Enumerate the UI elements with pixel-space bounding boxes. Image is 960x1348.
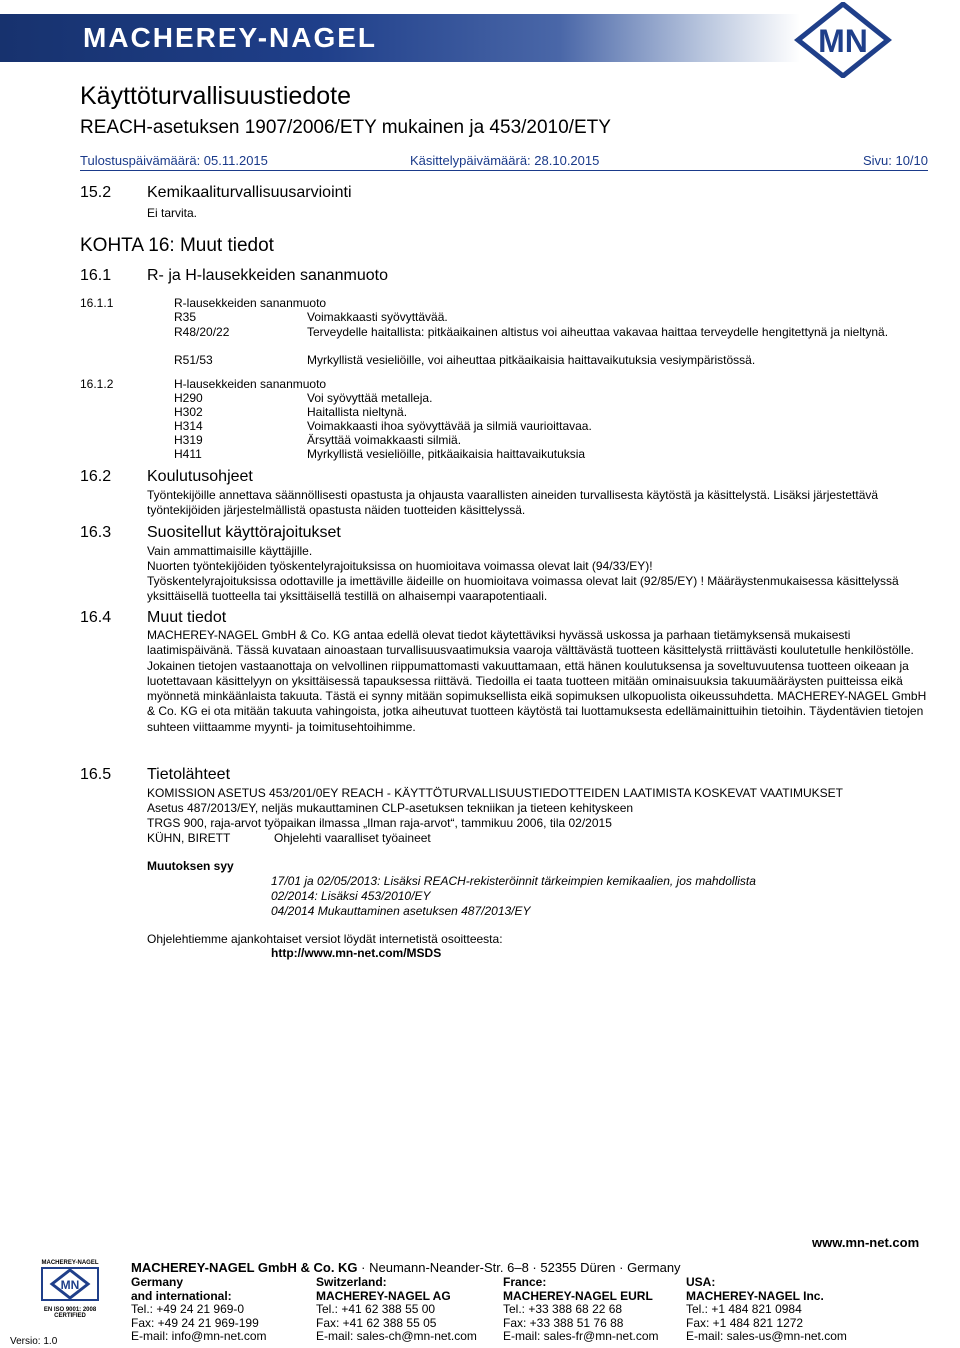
section-title: Suositellut käyttörajoitukset bbox=[147, 524, 341, 541]
cert-status: CERTIFIED bbox=[54, 1313, 86, 1319]
contact-subheading: MACHEREY-NAGEL Inc. bbox=[686, 1288, 824, 1303]
mn-logo-icon bbox=[784, 2, 902, 78]
h-code: H411 bbox=[174, 447, 202, 461]
certification-badge bbox=[40, 1260, 100, 1330]
version-label: Versio: 1.0 bbox=[10, 1336, 58, 1347]
contact-subheading: MACHEREY-NAGEL EURL bbox=[503, 1288, 653, 1303]
r-code: R48/20/22 bbox=[174, 325, 230, 339]
msds-link[interactable]: http://www.mn-net.com/MSDS bbox=[271, 946, 442, 960]
h-text: Haitallista nieltynä. bbox=[307, 405, 408, 419]
contact-subheading: MACHEREY-NAGEL AG bbox=[316, 1288, 451, 1303]
cert-logo-text: MN bbox=[60, 1278, 80, 1292]
online-text: Ohjelehtiemme ajankohtaiset versiot löydät internetistä osoitteesta: bbox=[147, 932, 503, 946]
chapter-title: KOHTA 16: Muut tiedot bbox=[80, 235, 274, 256]
change-item: 17/01 ja 02/05/2013: Lisäksi REACH-rekisteröinnit tärkeimpien kemikaalien, jos mahdollista bbox=[271, 874, 756, 888]
section-title: R- ja H-lausekkeiden sananmuoto bbox=[147, 267, 389, 284]
contact-heading: Germany bbox=[131, 1275, 184, 1289]
section-line: Vain ammattimaisille käyttäjille. bbox=[147, 544, 313, 558]
section-title: Kemikaaliturvallisuusarviointi bbox=[147, 184, 352, 201]
contact-tel: Tel.: +33 388 68 22 68 bbox=[503, 1302, 623, 1316]
source-line: TRGS 900, raja-arvot työpaikan ilmassa „Ilman raja-arvot“, tammikuu 2006, tila 02/2015 bbox=[147, 816, 612, 830]
section-text: Työntekijöille annettava säännöllisesti opastusta ja ohjausta vaarallisten aineiden turvallisesta käytöstä ja käsittelystä. Lisäksi järjestettävä työntekijöiden järjestelmällistä opastusta näiden tuotteiden käsittelyssä. bbox=[147, 488, 879, 517]
section-number: 15.2 bbox=[80, 184, 112, 201]
footer-address-line bbox=[131, 1260, 681, 1275]
subsection-number: 16.1.1 bbox=[80, 296, 114, 310]
logo-text: MN bbox=[818, 23, 868, 59]
header-divider bbox=[80, 170, 928, 171]
section-title: Koulutusohjeet bbox=[147, 468, 253, 485]
source-line: Asetus 487/2013/EY, neljäs mukauttaminen CLP-asetuksen tekniikan ja tieteen kehityskeen bbox=[147, 801, 634, 815]
footer-contact-switzerland bbox=[316, 1276, 501, 1344]
r-code: R35 bbox=[174, 310, 197, 324]
section-number: 16.4 bbox=[80, 609, 112, 626]
h-code: H314 bbox=[174, 419, 203, 433]
source-author: KÜHN, BIRETT bbox=[147, 831, 231, 845]
footer-contact-france bbox=[503, 1276, 683, 1344]
changes-label: Muutoksen syy bbox=[147, 859, 234, 873]
contact-fax: Fax: +49 24 21 969-199 bbox=[131, 1315, 259, 1330]
page-subtitle: REACH-asetuksen 1907/2006/ETY mukainen ja 453/2010/ETY bbox=[80, 117, 611, 138]
section-title: Tietolähteet bbox=[147, 766, 231, 783]
page-number: Sivu: 10/10 bbox=[862, 153, 928, 168]
r-code: R51/53 bbox=[174, 353, 213, 367]
r-text: Terveydelle haitallista: pitkäaikainen altistus voi aiheuttaa vakavaa haittaa terveydelle hengitettynä ja nieltynä. bbox=[307, 325, 889, 339]
r-text: Myrkyllistä vesieliöille, voi aiheuttaa pitkäaikaisia haittavaikutuksia vesiympäristössä. bbox=[307, 353, 756, 367]
section-number: 16.1 bbox=[80, 267, 112, 284]
source-title: Ohjelehti vaaralliset työaineet bbox=[274, 831, 431, 845]
brand-name: MACHEREY-NAGEL bbox=[83, 22, 378, 53]
contact-email[interactable]: E-mail: sales-ch@mn-net.com bbox=[316, 1329, 477, 1343]
h-text: Ärsyttää voimakkaasti silmiä. bbox=[307, 433, 462, 447]
section-title: Muut tiedot bbox=[147, 609, 227, 626]
section-text: MACHEREY-NAGEL GmbH & Co. KG antaa edellä olevat tiedot käytettäviksi hyvässä uskossa ja parhaan tietämyksensä mukaisesti laatimispäivänä. Tässä kuvataan ainoastaan turvallisuusvaatimuksia vaaroja välttävästä tuotteen käsittelystä rriittävästi koulutetulle henkilöstölle. Jokainen tietojen vastaanottaja on velvollinen riippumattomasti vakuuttamaan, että hänen koulutuksensa ja soveltuvuutensa tuotteen oikeaan ja luotettavaan käsittelyyn on yksittäisessä tapauksessa riittävä. Tiedoilla ei taata tuotteen mitään ominaisuuksia takuumääräysten puitteissa eikä myönnetä minkäänlaista takuuta. Tästä ei synny mitään sopimuksellista eikä sopimuksen ulkopuolista oikeussuhdetta. MACHEREY-NAGEL GmbH & Co. KG ei ota mitään takuuta vahingoista, jotka aiheutuvat tuotteen käytöstä tai luottamuksesta edellämainittuihin tietoihin. Täydentävien tietojen suhteen viittaamme myynti- ja toimitusehtoihimme. bbox=[147, 628, 927, 734]
footer-contact-usa bbox=[686, 1276, 866, 1344]
subsection-number: 16.1.2 bbox=[80, 377, 114, 391]
cert-standard: EN ISO 9001: 2008 bbox=[43, 1307, 97, 1313]
footer-company: MACHEREY-NAGEL GmbH & Co. KG bbox=[131, 1260, 358, 1275]
section-text: Ei tarvita. bbox=[147, 206, 198, 220]
contact-tel: Tel.: +1 484 821 0984 bbox=[686, 1302, 802, 1316]
section-number: 16.3 bbox=[80, 524, 112, 541]
footer-address: · Neumann-Neander-Str. 6–8 · 52355 Düren · Germany bbox=[357, 1260, 681, 1275]
footer-contact-germany bbox=[131, 1276, 311, 1344]
contact-heading: France: bbox=[503, 1275, 547, 1289]
mn-cert-icon bbox=[40, 1266, 100, 1302]
section-number: 16.5 bbox=[80, 766, 112, 783]
contact-email[interactable]: E-mail: sales-us@mn-net.com bbox=[686, 1329, 847, 1343]
cert-brand: MACHEREY-NAGEL bbox=[41, 1260, 99, 1266]
section-number: 16.2 bbox=[80, 468, 112, 485]
contact-heading: USA: bbox=[686, 1275, 716, 1289]
contact-tel: Tel.: +49 24 21 969-0 bbox=[131, 1302, 245, 1316]
page-title: Käyttöturvallisuustiedote bbox=[80, 82, 351, 110]
processing-date: Käsittelypäivämäärä: 28.10.2015 bbox=[410, 153, 600, 168]
contact-email[interactable]: E-mail: sales-fr@mn-net.com bbox=[503, 1329, 659, 1343]
contact-tel: Tel.: +41 62 388 55 00 bbox=[316, 1302, 436, 1316]
change-item: 04/2014 Mukauttaminen asetuksen 487/2013/EY bbox=[271, 904, 531, 918]
subsection-title: R-lausekkeiden sananmuoto bbox=[174, 296, 327, 310]
change-item: 02/2014: Lisäksi 453/2010/EY bbox=[271, 889, 431, 903]
contact-heading: Switzerland: bbox=[316, 1275, 387, 1289]
section-line: Työskentelyrajoituksissa odottaville ja imettäville äideille on huomioitava voimassa olevat lait (92/85/EY) ! Määräystenmukaisessa käsittelyssä yksittäisellä tuotteella tai yksittäisellä testillä on alhaisempi vaarapotentiaali. bbox=[147, 574, 899, 603]
subsection-title: H-lausekkeiden sananmuoto bbox=[174, 377, 327, 391]
h-text: Myrkyllistä vesieliöille, pitkäaikaisia haittavaikutuksia bbox=[307, 447, 586, 461]
section-line: Nuorten työntekijöiden työskentelyrajoituksissa on huomioitava voimassa olevat lait (94/33/EY)! bbox=[147, 559, 653, 573]
source-line: KOMISSION ASETUS 453/201/0EY REACH - KÄYTTÖTURVALLISUUSTIEDOTTEIDEN LAATIMISTA KOSKEVAT VAATIMUKSET bbox=[147, 786, 843, 800]
print-date: Tulostuspäivämäärä: 05.11.2015 bbox=[80, 153, 268, 168]
h-code: H302 bbox=[174, 405, 203, 419]
footer-web[interactable]: www.mn-net.com bbox=[812, 1235, 920, 1250]
contact-email[interactable]: E-mail: info@mn-net.com bbox=[131, 1329, 267, 1343]
h-text: Voi syövyttää metalleja. bbox=[307, 391, 433, 405]
h-code: H319 bbox=[174, 433, 203, 447]
contact-fax: Fax: +1 484 821 1272 bbox=[686, 1315, 804, 1330]
contact-fax: Fax: +33 388 51 76 88 bbox=[503, 1315, 624, 1330]
r-text: Voimakkaasti syövyttävää. bbox=[307, 310, 448, 324]
contact-fax: Fax: +41 62 388 55 05 bbox=[316, 1315, 437, 1330]
h-code: H290 bbox=[174, 391, 203, 405]
h-text: Voimakkaasti ihoa syövyttävää ja silmiä vaurioittavaa. bbox=[307, 419, 592, 433]
contact-subheading: and international: bbox=[131, 1288, 232, 1303]
